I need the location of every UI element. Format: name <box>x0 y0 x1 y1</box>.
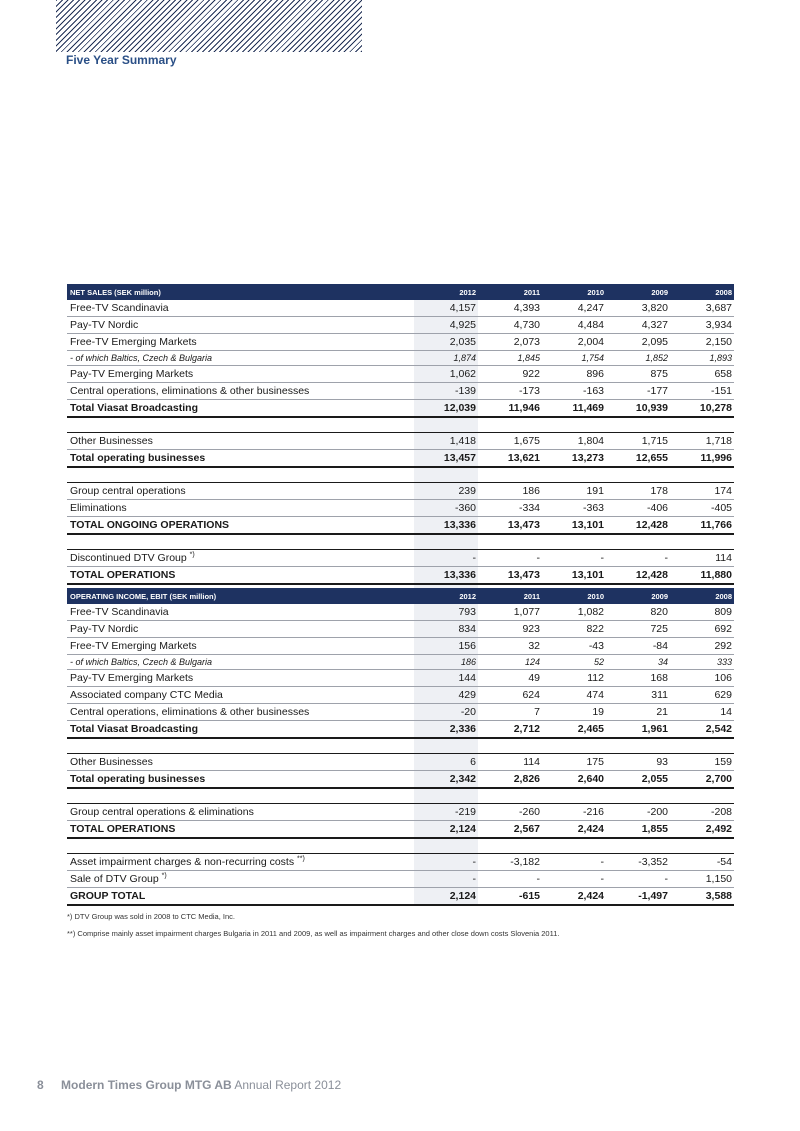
cell-2012: 429 <box>414 687 478 704</box>
cell-2008: 11,766 <box>670 517 734 535</box>
cell-2010: - <box>542 550 606 567</box>
cell-2008: 114 <box>670 550 734 567</box>
cell-2010: 896 <box>542 366 606 383</box>
table-row <box>67 638 734 655</box>
cell-2009: 1,961 <box>606 721 670 739</box>
cell-2012: 793 <box>414 604 478 621</box>
cell-2008: 333 <box>670 655 734 670</box>
table-row <box>67 317 734 334</box>
cell-2011: 11,946 <box>478 400 542 418</box>
cell-2012: 13,336 <box>414 517 478 535</box>
cell-2012: 2,336 <box>414 721 478 739</box>
cell-2008: 2,700 <box>670 771 734 789</box>
cell-2008: 1,718 <box>670 433 734 450</box>
table-row <box>67 500 734 517</box>
page-number: 8 <box>37 1078 44 1092</box>
cell-2010: 13,101 <box>542 517 606 535</box>
cell-2010: -43 <box>542 638 606 655</box>
footnote: *) DTV Group was sold in 2008 to CTC Media, Inc. <box>67 912 235 921</box>
table-row <box>67 804 734 821</box>
cell-2010: 112 <box>542 670 606 687</box>
cell-2012: 13,336 <box>414 567 478 585</box>
cell-2008: -208 <box>670 804 734 821</box>
cell-2012: 144 <box>414 670 478 687</box>
cell-2008: 1,150 <box>670 871 734 888</box>
cell-2009: 1,855 <box>606 821 670 839</box>
cell-2009: 2,055 <box>606 771 670 789</box>
table-row <box>67 687 734 704</box>
row-label: Discontinued DTV Group *) <box>67 550 414 567</box>
row-label: Central operations, eliminations & other businesses <box>67 383 414 400</box>
cell-2010: 13,101 <box>542 567 606 585</box>
cell-2010: 2,424 <box>542 821 606 839</box>
cell-2012: 6 <box>414 754 478 771</box>
cell-2008: 11,880 <box>670 567 734 585</box>
cell-2008: 658 <box>670 366 734 383</box>
cell-2012: 2,035 <box>414 334 478 351</box>
year-header: 2008 <box>670 284 734 300</box>
total-row <box>67 721 734 739</box>
cell-2011: - <box>478 550 542 567</box>
cell-2010: 19 <box>542 704 606 721</box>
year-header: 2008 <box>670 588 734 604</box>
cell-2011: -3,182 <box>478 854 542 871</box>
table-row <box>67 854 734 871</box>
cell-2010: 11,469 <box>542 400 606 418</box>
cell-2012: 2,124 <box>414 888 478 906</box>
row-label: TOTAL OPERATIONS <box>67 821 414 839</box>
table-row <box>67 383 734 400</box>
cell-2011: 7 <box>478 704 542 721</box>
cell-2010: 2,004 <box>542 334 606 351</box>
cell-2012: 834 <box>414 621 478 638</box>
row-label: - of which Baltics, Czech & Bulgaria <box>67 351 414 366</box>
total-row <box>67 567 734 585</box>
row-label: TOTAL ONGOING OPERATIONS <box>67 517 414 535</box>
row-label: Free-TV Emerging Markets <box>67 334 414 351</box>
cell-2009: 93 <box>606 754 670 771</box>
cell-2008: 11,996 <box>670 450 734 468</box>
table-row <box>67 604 734 621</box>
cell-2009: -1,497 <box>606 888 670 906</box>
total-row <box>67 400 734 418</box>
table-row <box>67 704 734 721</box>
header-hatch-pattern <box>56 0 362 52</box>
cell-2010: - <box>542 854 606 871</box>
row-label: Total operating businesses <box>67 771 414 789</box>
year-header: 2011 <box>478 588 542 604</box>
year-header: 2009 <box>606 588 670 604</box>
cell-2009: 1,715 <box>606 433 670 450</box>
row-label: Group central operations <box>67 483 414 500</box>
cell-2012: 4,157 <box>414 300 478 317</box>
table-heading: OPERATING INCOME, EBIT (SEK million) <box>67 588 414 604</box>
cell-2011: 1,077 <box>478 604 542 621</box>
spacer-row <box>67 417 734 433</box>
cell-2009: 10,939 <box>606 400 670 418</box>
cell-2010: 175 <box>542 754 606 771</box>
cell-2011: -173 <box>478 383 542 400</box>
cell-2012: -20 <box>414 704 478 721</box>
table-row <box>67 754 734 771</box>
total-row <box>67 450 734 468</box>
page-title: Five Year Summary <box>66 53 177 67</box>
cell-2008: -151 <box>670 383 734 400</box>
spacer-row <box>67 534 734 550</box>
cell-2009: 875 <box>606 366 670 383</box>
cell-2009: 4,327 <box>606 317 670 334</box>
cell-2010: 13,273 <box>542 450 606 468</box>
year-header: 2012 <box>414 284 478 300</box>
cell-2008: 159 <box>670 754 734 771</box>
cell-2011: 49 <box>478 670 542 687</box>
cell-2008: 292 <box>670 638 734 655</box>
cell-2012: 186 <box>414 655 478 670</box>
row-label: Total Viasat Broadcasting <box>67 721 414 739</box>
net-sales-table <box>67 284 734 600</box>
cell-2010: -163 <box>542 383 606 400</box>
cell-2008: 3,934 <box>670 317 734 334</box>
cell-2011: -615 <box>478 888 542 906</box>
total-row <box>67 821 734 839</box>
cell-2010: 1,804 <box>542 433 606 450</box>
cell-2009: 311 <box>606 687 670 704</box>
cell-2008: 692 <box>670 621 734 638</box>
cell-2009: 725 <box>606 621 670 638</box>
cell-2008: 10,278 <box>670 400 734 418</box>
row-label: Pay-TV Emerging Markets <box>67 366 414 383</box>
cell-2012: 1,062 <box>414 366 478 383</box>
cell-2010: 4,484 <box>542 317 606 334</box>
cell-2011: 13,473 <box>478 567 542 585</box>
total-row <box>67 888 734 906</box>
cell-2012: 239 <box>414 483 478 500</box>
row-label: TOTAL OPERATIONS <box>67 567 414 585</box>
cell-2008: 174 <box>670 483 734 500</box>
cell-2012: 2,124 <box>414 821 478 839</box>
cell-2010: 1,082 <box>542 604 606 621</box>
year-header: 2012 <box>414 588 478 604</box>
cell-2009: 178 <box>606 483 670 500</box>
cell-2011: 624 <box>478 687 542 704</box>
cell-2009: 12,655 <box>606 450 670 468</box>
cell-2009: -200 <box>606 804 670 821</box>
cell-2009: 12,428 <box>606 567 670 585</box>
cell-2012: 4,925 <box>414 317 478 334</box>
cell-2011: 186 <box>478 483 542 500</box>
cell-2010: 191 <box>542 483 606 500</box>
cell-2011: - <box>478 871 542 888</box>
cell-2009: - <box>606 550 670 567</box>
cell-2012: 12,039 <box>414 400 478 418</box>
cell-2011: 13,473 <box>478 517 542 535</box>
row-label: GROUP TOTAL <box>67 888 414 906</box>
year-header: 2010 <box>542 588 606 604</box>
cell-2011: 4,393 <box>478 300 542 317</box>
row-label: Pay-TV Nordic <box>67 317 414 334</box>
table-row <box>67 550 734 567</box>
spacer-row <box>67 788 734 804</box>
cell-2008: 2,150 <box>670 334 734 351</box>
cell-2011: -334 <box>478 500 542 517</box>
row-label: Other Businesses <box>67 433 414 450</box>
table-header-row <box>67 284 734 300</box>
cell-2008: 14 <box>670 704 734 721</box>
cell-2010: - <box>542 871 606 888</box>
table-row <box>67 433 734 450</box>
cell-2011: 2,567 <box>478 821 542 839</box>
cell-2009: 168 <box>606 670 670 687</box>
year-header: 2011 <box>478 284 542 300</box>
year-header: 2010 <box>542 284 606 300</box>
cell-2011: -260 <box>478 804 542 821</box>
cell-2011: 4,730 <box>478 317 542 334</box>
table-row <box>67 670 734 687</box>
cell-2009: 820 <box>606 604 670 621</box>
cell-2009: - <box>606 871 670 888</box>
row-label: Pay-TV Nordic <box>67 621 414 638</box>
footnote: **) Comprise mainly asset impairment charges Bulgaria in 2011 and 2009, as well as impairment charges and other close down costs Slovenia 2011. <box>67 929 560 938</box>
cell-2008: 3,588 <box>670 888 734 906</box>
cell-2012: -360 <box>414 500 478 517</box>
cell-2012: 156 <box>414 638 478 655</box>
row-label: Other Businesses <box>67 754 414 771</box>
page-footer <box>37 1078 341 1092</box>
cell-2010: 4,247 <box>542 300 606 317</box>
cell-2011: 2,712 <box>478 721 542 739</box>
cell-2012: - <box>414 854 478 871</box>
total-row <box>67 771 734 789</box>
cell-2012: 13,457 <box>414 450 478 468</box>
cell-2009: -84 <box>606 638 670 655</box>
table-row <box>67 655 734 670</box>
row-label: Associated company CTC Media <box>67 687 414 704</box>
spacer-row <box>67 467 734 483</box>
cell-2010: 1,754 <box>542 351 606 366</box>
report-name: Annual Report 2012 <box>234 1078 342 1092</box>
cell-2011: 114 <box>478 754 542 771</box>
cell-2008: -54 <box>670 854 734 871</box>
cell-2011: 1,675 <box>478 433 542 450</box>
spacer-row <box>67 838 734 854</box>
table-row <box>67 334 734 351</box>
footnote-marker: *) <box>189 551 195 559</box>
cell-2012: - <box>414 550 478 567</box>
row-label: Total Viasat Broadcasting <box>67 400 414 418</box>
row-label: Free-TV Emerging Markets <box>67 638 414 655</box>
cell-2011: 923 <box>478 621 542 638</box>
table-row <box>67 351 734 366</box>
cell-2008: 629 <box>670 687 734 704</box>
cell-2011: 1,845 <box>478 351 542 366</box>
company-name: Modern Times Group MTG AB <box>61 1078 232 1092</box>
cell-2011: 13,621 <box>478 450 542 468</box>
cell-2011: 922 <box>478 366 542 383</box>
cell-2008: 2,492 <box>670 821 734 839</box>
cell-2009: 1,852 <box>606 351 670 366</box>
row-label: Sale of DTV Group *) <box>67 871 414 888</box>
table-row <box>67 300 734 317</box>
table-heading: NET SALES (SEK million) <box>67 284 414 300</box>
table-row <box>67 483 734 500</box>
cell-2010: 822 <box>542 621 606 638</box>
cell-2012: 2,342 <box>414 771 478 789</box>
cell-2011: 2,826 <box>478 771 542 789</box>
table-row <box>67 621 734 638</box>
ebit-table <box>67 588 734 906</box>
cell-2012: - <box>414 871 478 888</box>
cell-2009: -406 <box>606 500 670 517</box>
cell-2009: 21 <box>606 704 670 721</box>
cell-2012: 1,874 <box>414 351 478 366</box>
cell-2009: 2,095 <box>606 334 670 351</box>
row-label: - of which Baltics, Czech & Bulgaria <box>67 655 414 670</box>
footnote-marker: **) <box>297 855 305 863</box>
spacer-row <box>67 738 734 754</box>
cell-2011: 124 <box>478 655 542 670</box>
row-label: Free-TV Scandinavia <box>67 604 414 621</box>
cell-2010: -363 <box>542 500 606 517</box>
cell-2012: 1,418 <box>414 433 478 450</box>
cell-2009: -177 <box>606 383 670 400</box>
row-label: Free-TV Scandinavia <box>67 300 414 317</box>
cell-2012: -139 <box>414 383 478 400</box>
row-label: Pay-TV Emerging Markets <box>67 670 414 687</box>
cell-2008: 2,542 <box>670 721 734 739</box>
cell-2009: 3,820 <box>606 300 670 317</box>
cell-2012: -219 <box>414 804 478 821</box>
cell-2010: 2,640 <box>542 771 606 789</box>
cell-2009: 12,428 <box>606 517 670 535</box>
cell-2008: 809 <box>670 604 734 621</box>
cell-2008: 1,893 <box>670 351 734 366</box>
cell-2008: -405 <box>670 500 734 517</box>
cell-2008: 106 <box>670 670 734 687</box>
cell-2010: 474 <box>542 687 606 704</box>
cell-2008: 3,687 <box>670 300 734 317</box>
cell-2011: 2,073 <box>478 334 542 351</box>
cell-2010: 2,424 <box>542 888 606 906</box>
row-label: Total operating businesses <box>67 450 414 468</box>
cell-2010: 2,465 <box>542 721 606 739</box>
row-label: Group central operations & eliminations <box>67 804 414 821</box>
total-row <box>67 517 734 535</box>
cell-2009: -3,352 <box>606 854 670 871</box>
year-header: 2009 <box>606 284 670 300</box>
cell-2011: 32 <box>478 638 542 655</box>
row-label: Central operations, eliminations & other businesses <box>67 704 414 721</box>
row-label: Eliminations <box>67 500 414 517</box>
footnote-marker: *) <box>161 872 167 880</box>
cell-2010: -216 <box>542 804 606 821</box>
table-header-row <box>67 588 734 604</box>
cell-2010: 52 <box>542 655 606 670</box>
cell-2009: 34 <box>606 655 670 670</box>
table-row <box>67 871 734 888</box>
row-label: Asset impairment charges & non-recurring costs **) <box>67 854 414 871</box>
table-row <box>67 366 734 383</box>
